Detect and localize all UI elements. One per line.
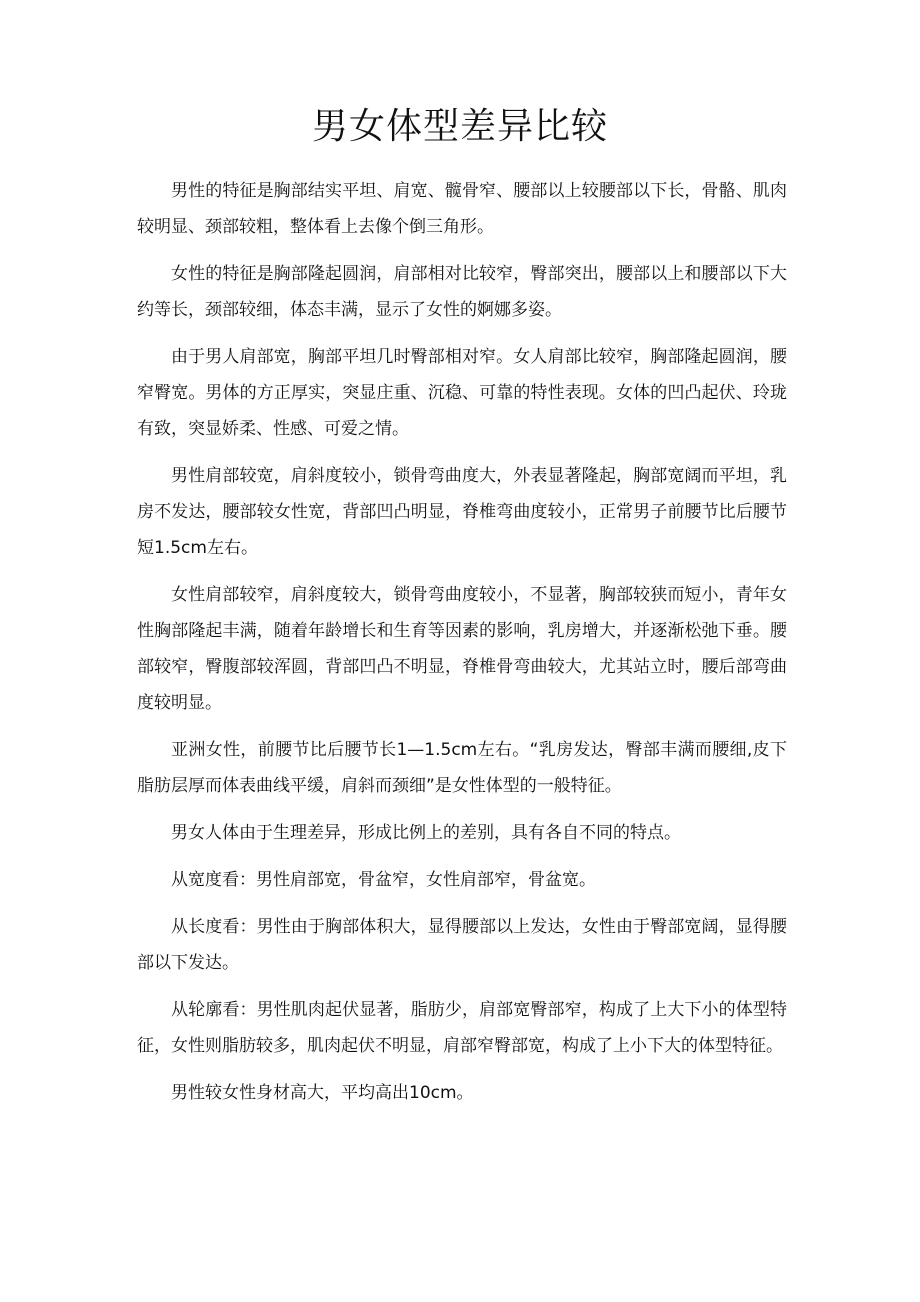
paragraph-length-view: 从长度看：男性由于胸部体积大，显得腰部以上发达，女性由于臀部宽阔，显得腰部以下发达。 xyxy=(137,917,787,973)
paragraph-asian-female: 亚洲女性，前腰节比后腰节长1—1.5cm左右。“乳房发达，臀部丰满而腰细,皮下脂肪层厚而体表曲线平缓，肩斜而颈细”是女性体型的一般特征。 xyxy=(137,740,787,796)
paragraph-male-shoulder-detail: 男性肩部较宽，肩斜度较小，锁骨弯曲度大，外表显著隆起，胸部宽阔而平坦，乳房不发达，腰部较女性宽，背部凹凸明显，脊椎弯曲度较小，正常男子前腰节比后腰节短1.5cm左右。 xyxy=(137,466,787,558)
paragraph-male-features: 男性的特征是胸部结实平坦、肩宽、髋骨窄、腰部以上较腰部以下长，骨骼、肌肉较明显、颈部较粗，整体看上去像个倒三角形。 xyxy=(137,181,787,237)
document-body xyxy=(137,173,787,1122)
paragraph-female-features: 女性的特征是胸部隆起圆润，肩部相对比较窄，臀部突出，腰部以上和腰部以下大约等长，颈部较细，体态丰满，显示了女性的婀娜多姿。 xyxy=(137,264,787,320)
paragraph-female-shoulder-detail: 女性肩部较窄，肩斜度较大，锁骨弯曲度较小，不显著，胸部较狭而短小，青年女性胸部隆起丰满，随着年龄增长和生育等因素的影响，乳房增大，并逐渐松弛下垂。腰部较窄，臀腹部较浑圆，背部凹凸不明显，脊椎骨弯曲较大，尤其站立时，腰后部弯曲度较明显。 xyxy=(137,585,787,713)
paragraph-width-view: 从宽度看：男性肩部宽，骨盆窄，女性肩部窄，骨盆宽。 xyxy=(171,870,596,890)
paragraph-shoulder-comparison: 由于男人肩部宽，胸部平坦几时臀部相对窄。女人肩部比较窄，胸部隆起圆润，腰窄臀宽。男体的方正厚实，突显庄重、沉稳、可靠的特性表现。女体的凹凸起伏、玲珑有致，突显娇柔、性感、可爱之情。 xyxy=(137,347,787,439)
document-title: 男女体型差异比较 xyxy=(311,106,608,147)
paragraph-proportion-difference: 男女人体由于生理差异，形成比例上的差别，具有各自不同的特点。 xyxy=(171,823,681,843)
paragraph-contour-view: 从轮廓看：男性肌肉起伏显著，脂肪少，肩部宽臀部窄，构成了上大下小的体型特征，女性则脂肪较多，肌肉起伏不明显，肩部窄臀部宽，构成了上小下大的体型特征。 xyxy=(137,1000,787,1056)
paragraph-height: 男性较女性身材高大，平均高出10cm。 xyxy=(171,1083,474,1103)
